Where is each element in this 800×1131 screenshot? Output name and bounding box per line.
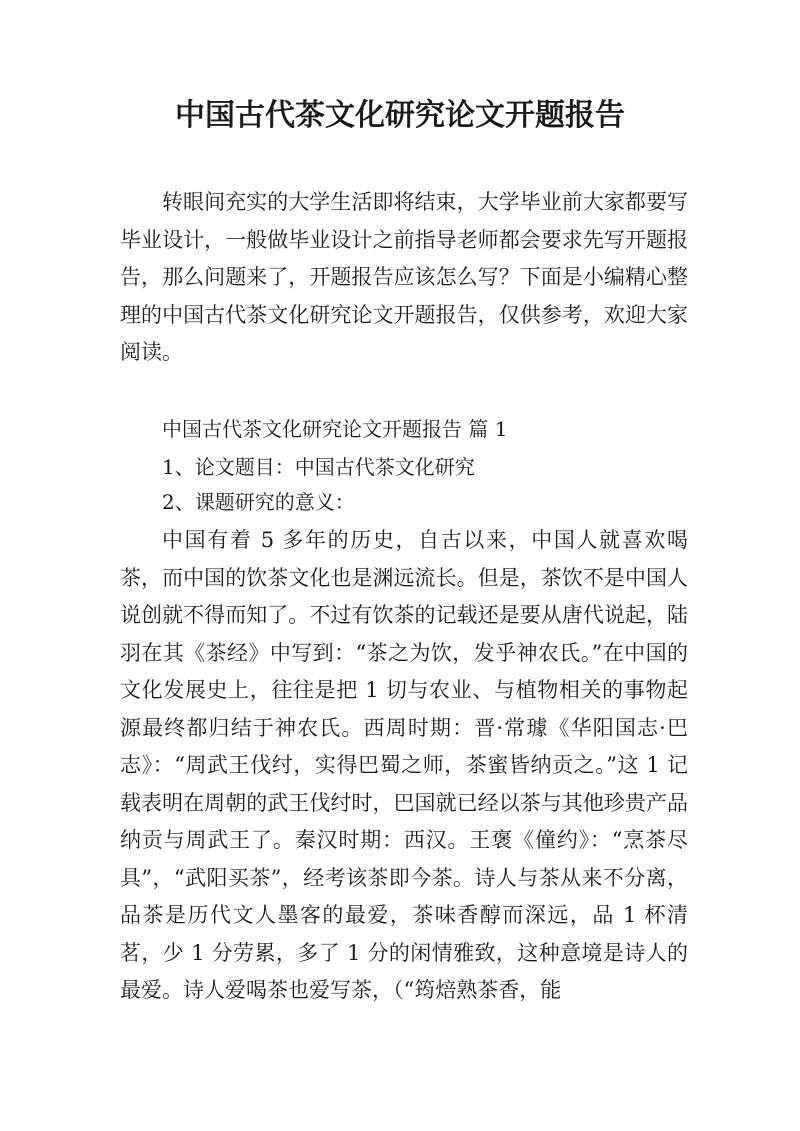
list-item-thesis-title: 1、论文题目：中国古代茶文化研究 (162, 455, 475, 479)
intro-paragraph: 转眼间充实的大学生活即将结束，大学毕业前大家都要写毕业设计，一般做毕业设计之前指导老师都会要求先写开题报告，那么问题来了，开题报告应该怎么写？下面是小编精心整理的中国古代茶文化研究论文开题报告，仅供参考，欢迎大家阅读。 (120, 190, 688, 364)
document-title: 中国古代茶文化研究论文开题报告 (175, 98, 625, 133)
section-heading: 中国古代茶文化研究论文开题报告 篇 1 (162, 417, 508, 441)
list-item-research-significance: 2、课题研究的意义： (162, 490, 355, 514)
body-paragraph: 中国有着 5 多年的历史，自古以来，中国人就喜欢喝茶，而中国的饮茶文化也是渊远流长。但是，茶饮不是中国人说创就不得而知了。不过有饮茶的记载还是要从唐代说起，陆羽在其《茶经》中写到：“茶之为饮，发乎神农氏。”在中国的文化发展史上，往往是把 1 切与农业、与植物相关的事物起源最终都归结于神农氏。西周时期：晋·常璩《华阳国志·巴志》：“周武王伐纣，实得巴蜀之师，茶蜜皆纳贡之。”这 1 记载表明在周朝的武王伐纣时，巴国就已经以茶与其他珍贵产品纳贡与周武王了。秦汉时期：西汉。王褒《僮约》：“烹茶尽具”，“武阳买茶”，经考该茶即今茶。诗人与茶从来不分离，品茶是历代文人墨客的最爱，茶味香醇而深远，品 1 杯清茗，少 1 分劳累，多了 1 分的闲情雅致，这种意境是诗人的最爱。诗人爱喝茶也爱写茶，（“筠焙熟茶香，能 (120, 528, 688, 1002)
